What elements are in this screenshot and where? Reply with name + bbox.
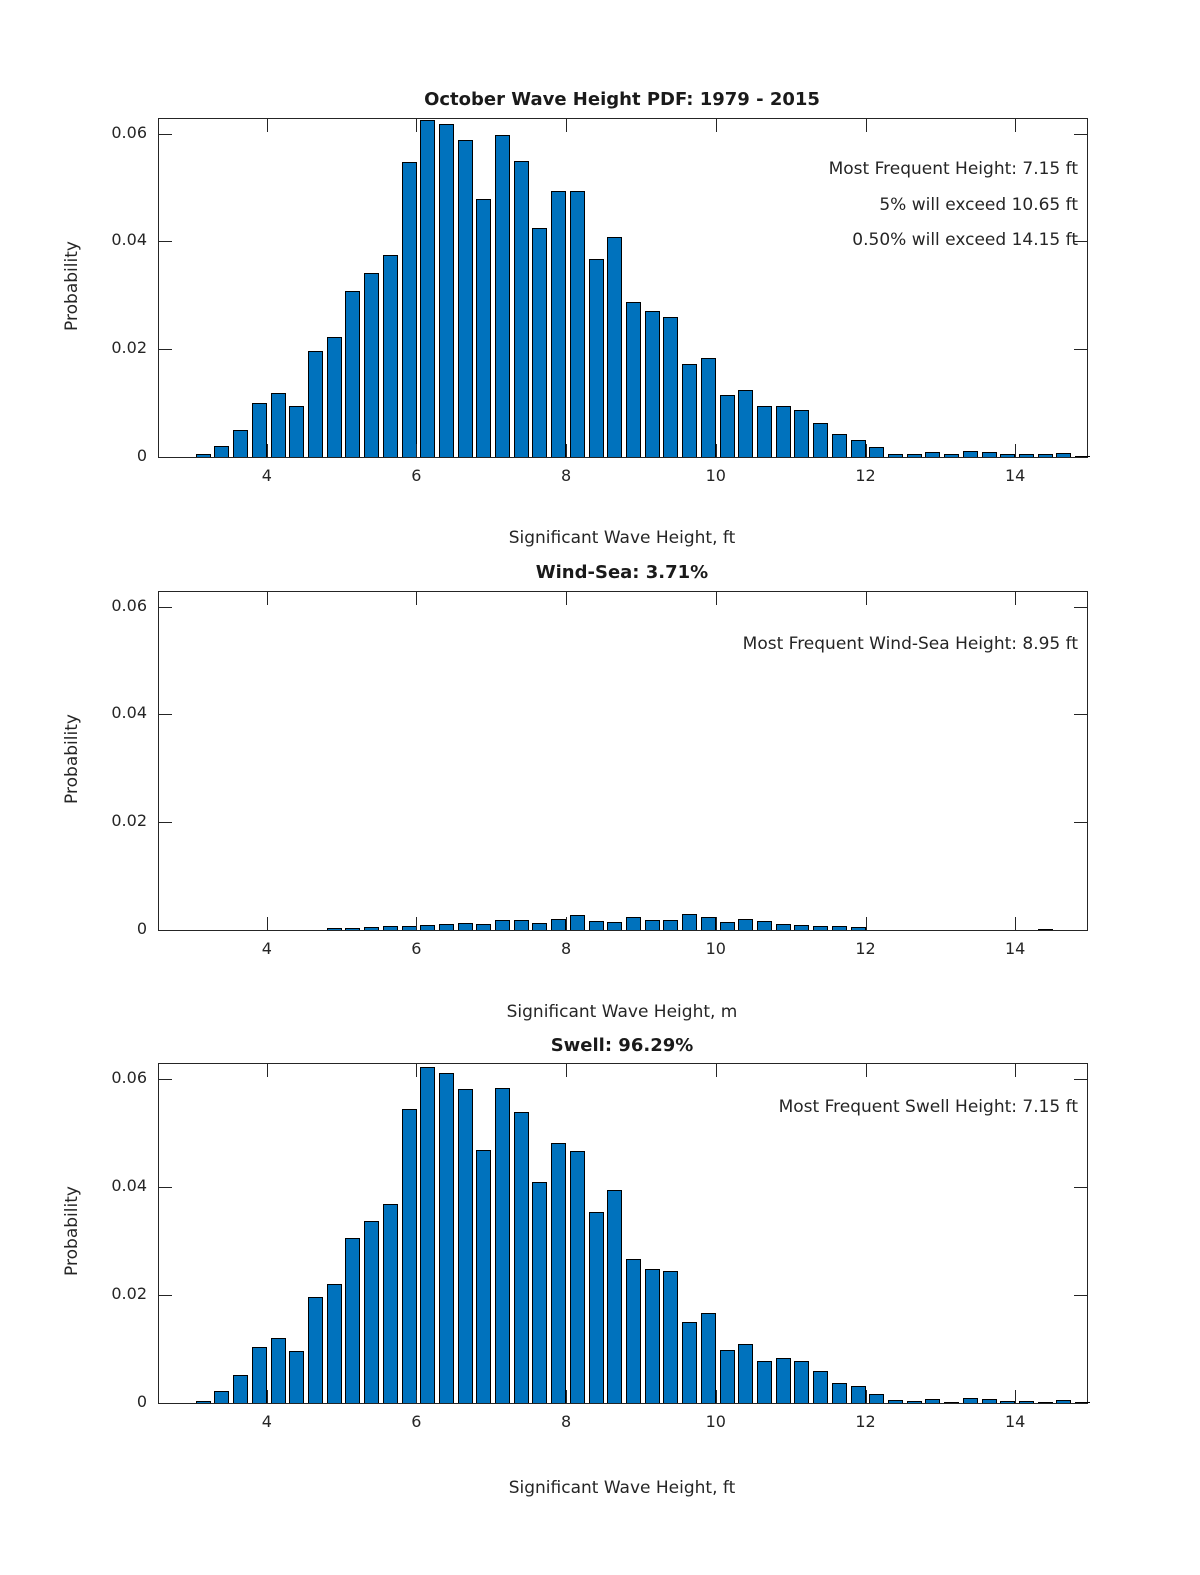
histogram-bar	[925, 1399, 940, 1403]
histogram-bar	[701, 1313, 716, 1403]
histogram-bar	[701, 917, 716, 930]
histogram-bar	[439, 124, 454, 457]
y-axis-tick	[1074, 714, 1087, 715]
histogram-bar	[1038, 929, 1053, 930]
x-axis-tick	[866, 917, 867, 930]
histogram-bar	[345, 1238, 360, 1403]
y-axis-tick	[1074, 607, 1087, 608]
x-tick-label: 4	[261, 1412, 272, 1431]
x-axis-tick	[1015, 444, 1016, 457]
histogram-bar	[402, 926, 417, 930]
histogram-bar	[420, 120, 435, 457]
histogram-bar	[439, 1073, 454, 1403]
histogram-bar	[495, 1088, 510, 1403]
x-axis-tick	[1015, 1390, 1016, 1403]
histogram-bar	[570, 1151, 585, 1404]
histogram-bar	[626, 917, 641, 931]
histogram-bar	[851, 440, 866, 457]
y-axis-tick	[159, 349, 172, 350]
annotation-block	[829, 152, 1078, 259]
histogram-bar	[514, 1112, 529, 1403]
histogram-bar	[495, 920, 510, 930]
x-tick-label: 12	[855, 939, 876, 958]
annotation-half-percent-exceed: 0.50% will exceed 14.15 ft	[852, 230, 1078, 250]
x-axis-tick	[1015, 119, 1016, 132]
x-axis-tick	[416, 592, 417, 605]
histogram-bar	[738, 390, 753, 457]
x-tick-label: 10	[705, 939, 726, 958]
y-tick-label: 0	[136, 919, 147, 938]
y-axis-tick	[1074, 1295, 1087, 1296]
histogram-bar	[1056, 1400, 1071, 1403]
histogram-bar	[645, 920, 660, 930]
x-axis-tick	[1015, 1064, 1016, 1077]
x-tick-label: 10	[705, 466, 726, 485]
histogram-bar	[570, 191, 585, 457]
histogram-bar	[776, 406, 791, 457]
histogram-bar	[327, 928, 342, 930]
y-axis-tick	[1074, 1079, 1087, 1080]
x-tick-label: 14	[1005, 939, 1026, 958]
histogram-bar	[738, 1344, 753, 1404]
y-tick-label: 0	[136, 446, 147, 465]
histogram-bar	[757, 406, 772, 457]
histogram-bar	[663, 317, 678, 457]
histogram-bar	[420, 925, 435, 930]
x-axis-tick	[716, 119, 717, 132]
x-tick-label: 4	[261, 466, 272, 485]
histogram-bar	[794, 1361, 809, 1403]
x-axis-tick	[716, 444, 717, 457]
annotation-5-percent-exceed: 5% will exceed 10.65 ft	[879, 194, 1078, 215]
histogram-bar	[869, 1394, 884, 1403]
histogram-bar	[645, 1269, 660, 1403]
histogram-bar	[383, 926, 398, 930]
x-axis-tick	[866, 119, 867, 132]
histogram-bar	[532, 923, 547, 930]
histogram-bar	[813, 1371, 828, 1403]
y-axis-tick	[1074, 134, 1087, 135]
histogram-bar	[458, 140, 473, 458]
histogram-bar	[682, 1322, 697, 1403]
y-axis-tick	[159, 607, 172, 608]
histogram-bar	[364, 273, 379, 457]
histogram-bar	[383, 255, 398, 457]
y-axis-tick	[1074, 349, 1087, 350]
x-axis-tick	[566, 119, 567, 132]
y-tick-label: 0.06	[111, 595, 147, 615]
histogram-bar	[907, 1401, 922, 1403]
histogram-bar	[402, 1109, 417, 1403]
histogram-bar	[589, 259, 604, 457]
x-axis-tick	[866, 592, 867, 605]
y-axis-tick	[159, 822, 172, 823]
histogram-bar	[252, 403, 267, 457]
histogram-bar	[851, 927, 866, 930]
x-axis-tick	[267, 1064, 268, 1077]
chart-title-october-pdf: October Wave Height PDF: 1979 - 2015	[424, 89, 820, 110]
histogram-bar	[757, 1361, 772, 1403]
histogram-bar	[364, 1221, 379, 1403]
histogram-bar	[1019, 1401, 1034, 1403]
histogram-bar	[626, 302, 641, 457]
x-tick-label: 12	[855, 1412, 876, 1431]
x-axis-tick	[267, 444, 268, 457]
x-tick-label: 14	[1005, 1412, 1026, 1431]
histogram-bar	[663, 920, 678, 930]
histogram-bar	[1000, 1401, 1015, 1403]
histogram-bar	[458, 1089, 473, 1403]
histogram-bar	[327, 1284, 342, 1403]
x-axis-label: Significant Wave Height, ft	[508, 1478, 736, 1498]
histogram-bar	[851, 1386, 866, 1403]
histogram-bar	[738, 919, 753, 930]
x-tick-label: 6	[411, 939, 422, 958]
histogram-bar	[495, 135, 510, 457]
x-axis-tick	[416, 444, 417, 457]
histogram-bar	[1075, 456, 1090, 457]
histogram-bar	[551, 919, 566, 930]
histogram-bar	[1019, 454, 1034, 457]
histogram-bar	[888, 1400, 903, 1403]
histogram-bar	[720, 1350, 735, 1404]
x-axis-tick	[566, 444, 567, 457]
histogram-bar	[925, 452, 940, 457]
x-axis-tick	[566, 917, 567, 930]
histogram-bar	[682, 364, 697, 457]
histogram-bar	[757, 921, 772, 930]
y-axis-tick	[159, 241, 172, 242]
annotation-most-frequent-swell: Most Frequent Swell Height: 7.15 ft	[778, 1097, 1078, 1117]
histogram-bar	[663, 1271, 678, 1403]
histogram-bar	[327, 337, 342, 457]
y-tick-label: 0.02	[111, 811, 147, 831]
histogram-bar	[963, 1398, 978, 1403]
y-axis-tick	[159, 1187, 172, 1188]
y-tick-label: 0	[136, 1392, 147, 1411]
histogram-bar	[252, 1347, 267, 1403]
histogram-bar	[514, 920, 529, 930]
x-axis-tick	[716, 917, 717, 930]
histogram-bar	[645, 311, 660, 457]
x-axis-tick	[1015, 917, 1016, 930]
x-axis-tick	[416, 1064, 417, 1077]
y-axis-label: Probability	[62, 714, 82, 804]
histogram-bar	[982, 452, 997, 457]
histogram-bar	[720, 922, 735, 930]
x-axis-tick	[267, 1390, 268, 1403]
histogram-bar	[439, 924, 454, 930]
y-axis-label: Probability	[62, 241, 82, 331]
histogram-bar	[794, 410, 809, 457]
histogram-bar	[607, 922, 622, 930]
histogram-bar	[832, 434, 847, 457]
x-tick-label: 8	[561, 939, 572, 958]
histogram-bar	[476, 924, 491, 930]
histogram-bar	[308, 1297, 323, 1404]
x-axis-tick	[416, 1390, 417, 1403]
histogram-bar	[682, 914, 697, 930]
annotation-most-frequent: Most Frequent Height: 7.15 ft	[828, 159, 1078, 179]
x-axis-tick	[716, 1390, 717, 1403]
histogram-bar	[813, 423, 828, 458]
histogram-bar	[982, 1399, 997, 1403]
x-axis-tick	[416, 917, 417, 930]
histogram-bar	[1056, 453, 1071, 457]
histogram-bar	[271, 393, 286, 457]
x-axis-tick	[1015, 592, 1016, 605]
histogram-bar	[944, 454, 959, 457]
chart-title-swell: Swell: 96.29%	[550, 1035, 694, 1056]
y-axis-tick	[1074, 1187, 1087, 1188]
histogram-bar	[720, 395, 735, 457]
x-axis-label: Significant Wave Height, m	[506, 1002, 738, 1022]
histogram-bar	[532, 1182, 547, 1403]
y-axis-tick	[159, 134, 172, 135]
x-axis-tick	[566, 592, 567, 605]
histogram-bar	[214, 446, 229, 457]
y-tick-label: 0.04	[111, 1175, 147, 1195]
histogram-bar	[776, 924, 791, 931]
x-axis-tick	[267, 592, 268, 605]
x-axis-label: Significant Wave Height, ft	[508, 528, 736, 548]
x-tick-label: 6	[411, 1412, 422, 1431]
x-axis-tick	[566, 1390, 567, 1403]
y-tick-label: 0.04	[111, 230, 147, 250]
y-tick-label: 0.02	[111, 338, 147, 358]
histogram-bar	[776, 1358, 791, 1403]
histogram-bar	[196, 1401, 211, 1403]
histogram-bar	[832, 926, 847, 930]
histogram-bar	[589, 921, 604, 930]
histogram-bar	[551, 1143, 566, 1403]
y-axis-label: Probability	[62, 1186, 82, 1276]
histogram-bar	[813, 926, 828, 930]
histogram-bar	[476, 199, 491, 457]
x-axis-tick	[866, 1064, 867, 1077]
histogram-bar	[233, 1375, 248, 1403]
histogram-bar	[794, 925, 809, 930]
histogram-bar	[626, 1259, 641, 1403]
histogram-bar	[589, 1212, 604, 1403]
y-axis-tick	[159, 1079, 172, 1080]
y-tick-label: 0.06	[111, 122, 147, 142]
histogram-bar	[289, 406, 304, 457]
x-tick-label: 12	[855, 466, 876, 485]
histogram-bar	[289, 1351, 304, 1403]
histogram-bar	[345, 291, 360, 457]
y-axis-tick	[1074, 822, 1087, 823]
x-tick-label: 8	[561, 466, 572, 485]
y-tick-label: 0.02	[111, 1283, 147, 1303]
histogram-bar	[832, 1383, 847, 1404]
x-axis-tick	[267, 119, 268, 132]
histogram-bar	[514, 161, 529, 457]
histogram-bar	[345, 928, 360, 930]
histogram-bar	[271, 1338, 286, 1403]
histogram-bar	[888, 454, 903, 457]
histogram-bar	[551, 191, 566, 457]
x-axis-tick	[866, 1390, 867, 1403]
histogram-bar	[458, 923, 473, 930]
histogram-bar	[532, 228, 547, 457]
histogram-bar	[364, 927, 379, 930]
y-tick-label: 0.06	[111, 1067, 147, 1087]
histogram-bar	[196, 454, 211, 457]
annotation-block	[743, 627, 1078, 663]
histogram-bar	[869, 447, 884, 457]
x-tick-label: 8	[561, 1412, 572, 1431]
histogram-bar	[308, 351, 323, 457]
histogram-bar	[420, 1067, 435, 1403]
x-axis-tick	[416, 119, 417, 132]
histogram-bar	[607, 1190, 622, 1403]
y-axis-tick	[159, 1295, 172, 1296]
x-tick-label: 6	[411, 466, 422, 485]
histogram-bar	[963, 451, 978, 457]
x-axis-tick	[566, 1064, 567, 1077]
x-axis-tick	[866, 444, 867, 457]
y-axis-tick	[159, 714, 172, 715]
x-axis-tick	[267, 917, 268, 930]
histogram-bar	[570, 915, 585, 930]
x-axis-tick	[716, 592, 717, 605]
histogram-bar	[383, 1204, 398, 1404]
x-axis-tick	[716, 1064, 717, 1077]
histogram-bar	[1038, 1402, 1053, 1403]
x-tick-label: 14	[1005, 466, 1026, 485]
histogram-bar	[944, 1402, 959, 1403]
chart-title-wind-sea: Wind-Sea: 3.71%	[535, 562, 709, 583]
histogram-bar	[701, 358, 716, 457]
histogram-bar	[907, 454, 922, 457]
x-tick-label: 4	[261, 939, 272, 958]
histogram-bar	[402, 162, 417, 457]
histogram-bar	[607, 237, 622, 458]
histogram-bar	[1038, 454, 1053, 457]
histogram-bar	[233, 430, 248, 458]
y-tick-label: 0.04	[111, 703, 147, 723]
histogram-bar	[214, 1391, 229, 1403]
x-tick-label: 10	[705, 1412, 726, 1431]
histogram-bar	[1075, 1402, 1090, 1403]
annotation-most-frequent-wind-sea: Most Frequent Wind-Sea Height: 8.95 ft	[742, 634, 1078, 654]
annotation-block	[779, 1090, 1078, 1126]
histogram-bar	[1000, 454, 1015, 457]
histogram-bar	[476, 1150, 491, 1403]
